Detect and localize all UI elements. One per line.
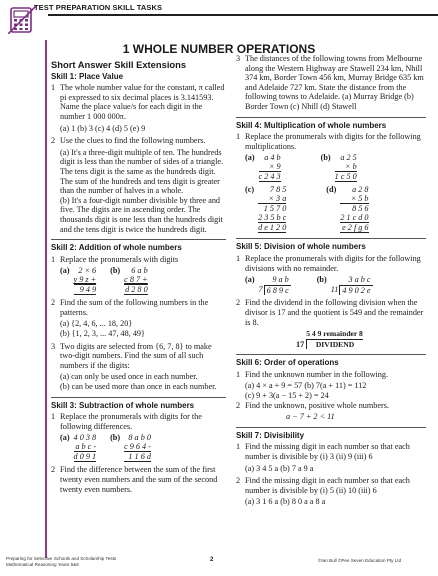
skill-1-heading: Skill 1: Place Value (51, 71, 124, 81)
calculator-logo-icon (8, 6, 36, 34)
sub-question: (c) 9 + 3(a − 15 + 2) = 24 (245, 391, 329, 401)
question: 1 Find the missing digit in each number so that each number is divisible by (i) 3 (ii) 9 (iii) 6 (236, 442, 410, 462)
calc-row (60, 266, 226, 295)
calc-b: (b) 6 a b c 8 7 + d 2 8 0 (110, 266, 148, 295)
sub-question: (b) {1, 2, 3, ... 47, 48, 49} (60, 329, 145, 339)
question: 1 Replace the pronumerals with digits for the following divisions with no remainder. (236, 253, 421, 273)
header-bar (0, 0, 438, 38)
header-label: TEST PREPARATION SKILL TASKS (34, 3, 163, 12)
sub-question: (a) can only be used once in each number. (60, 372, 198, 382)
question: 1 The whole number value for the constant, π called pi expressed to six decimal places is 3.141593. Name the place value/s for each digit in the number 1 000 000π. (51, 83, 225, 121)
question: 2 Find the missing digit in each number so that each number is divisible by (i) 5 (ii) 10 (iii) 6 (236, 476, 410, 495)
skill-4-heading: Skill 4: Multiplication of whole numbers (236, 117, 426, 131)
skill-3-heading: Skill 3: Subtraction of whole numbers (51, 397, 226, 411)
question: 2 Find the dividend in the following division when the divisor is 17 and the quotient is 549 and the remainder is 8. (236, 298, 424, 327)
calc-a: (a) a 4 b × 9 c 2 4 3 (245, 153, 281, 182)
question: 1 Replace the pronumerals with digits (51, 254, 179, 264)
right-column (236, 54, 426, 507)
skill-6-heading: Skill 6: Order of operations (236, 354, 426, 368)
left-column (51, 60, 226, 496)
calc-c: (c) 7 8 5 × 3 a 1 5 7 0 2 3 5 b c d e 1 2 0 (245, 185, 287, 233)
sub-question: (a) {2, 4, 6, ... 18, 20} (60, 319, 133, 329)
question: 1 Replace the pronumerals with digits for the following differences. (51, 412, 202, 431)
question: 1 Find the unknown number in the following. (236, 369, 389, 379)
sub-question: (a) 3 4 5 a (b) 7 a 9 a (245, 463, 314, 473)
section-subtitle: Short Answer Skill Extensions (51, 59, 187, 70)
sub-question: (b) can be used more than once in each number. (60, 382, 217, 392)
calc-a: (a) 2 × 6 y 9 z + 9 4 9 (60, 266, 97, 295)
footer-right: ©Ian Bull ©Pee Seven Education Pty Ltd (318, 558, 402, 563)
sub-question: (a) 3 1 6 a (b) 8 0 a a 8 a (245, 497, 326, 507)
page-title: 1 WHOLE NUMBER OPERATIONS (122, 42, 316, 56)
sub-question: (a) 4 × a + 9 = 57 (b) 7(a + 11) = 112 (245, 381, 367, 391)
calc-a: (a) 9 a b 7 6 8 9 c (245, 275, 289, 295)
calc-row (60, 433, 226, 462)
calc-b: (b) 8 a b 0 c 9 6 4 - 1 1 6 d (110, 433, 151, 462)
question: 1 Replace the pronumerals with digits for the following multiplications. (236, 132, 421, 151)
calc-row (245, 153, 426, 182)
page-number: 2 (210, 557, 214, 563)
question: 3 The distances of the following towns from Melbourne along the Western Highway are Stawell 234 km, Nhill 374 km, Border Town 456 km, Murray Bridge 635 km and Adelaide 727 km. State the distance from the following towns to Adelaide. (a) Murray Bridge (b) Border Town (c) Nhill (d) Stawell (236, 54, 424, 111)
options: (a) 1 (b) 3 (c) 4 (d) 5 (e) 9 (60, 123, 146, 133)
question: 2 Find the sum of the following numbers in the patterns. (51, 298, 209, 317)
question: 2 Find the unknown, positive whole numbers. (236, 400, 389, 410)
header-rule (48, 14, 438, 16)
question: 2 Find the difference between the sum of the first twenty even numbers and the sum of the second twenty even numbers. (51, 465, 218, 494)
dividend-box: 17 $\frac{\text{5 4 9 remainder 8}}{\text{DIVIDEND}}$ (296, 329, 363, 349)
question: 2 Use the clues to find the following numbers. (51, 136, 206, 146)
sub-question: (a) It's a three-digit multiple of ten. The hundreds digit is less than the number of sides of a triangle. The tens digit is the same as the hundreds digit. The sum of the hundreds and tens digit is greater than the number of halves in a whole. (60, 147, 224, 196)
skill-5-heading: Skill 5: Division of whole numbers (236, 238, 426, 252)
calc-row (245, 275, 426, 295)
sub-question: (b) It's a four-digit number divisible by three and five. The digits are in ascending order. The thousands digit is one less than the hundreds digit and the tens digit is twice the hundreds digit. (60, 195, 223, 234)
calc-b: (b) 3 a b c 11 4 9 0 2 e (316, 275, 371, 295)
skill-7-heading: Skill 7: Divisibility (236, 427, 426, 441)
calc-a: (a) 4 0 3 8 a b c - d 0 9 1 (60, 433, 97, 462)
calc-row (245, 185, 426, 233)
footer-left: Preparing for Selective Schools and Scholarship Tests Mathematical Reasoning Years 5&6 (6, 556, 117, 567)
calc-b: (b) a 2 5 × b 1 c 5 0 (320, 153, 357, 182)
margin-line (45, 40, 47, 558)
calc-d: (d) a 2 8 × 5 b 8 5 6 2 1 c d 0 e 2 f g 6 (326, 185, 369, 233)
equation: a − 7 + 2 < 11 (286, 412, 335, 422)
skill-2-heading: Skill 2: Addition of whole numbers (51, 239, 226, 253)
question: 3 Two digits are selected from {6, 7, 8} to make two-digit numbers. Find the sum of all such numbers if the digits: (51, 341, 212, 370)
